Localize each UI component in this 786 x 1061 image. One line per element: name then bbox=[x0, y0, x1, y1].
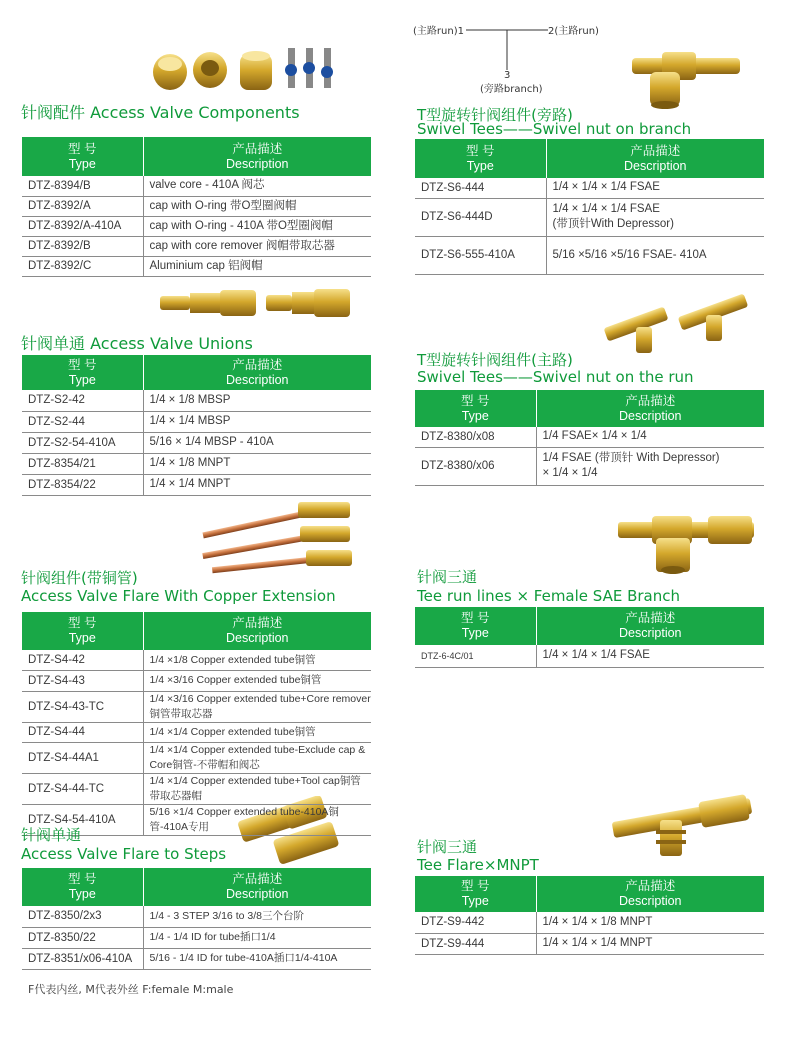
model-cell: DTZ-S4-43-TC bbox=[22, 691, 143, 722]
s4-title-en: Swivel Tees——Swivel nut on the run bbox=[417, 368, 694, 386]
model-cell: DTZ-8380/x06 bbox=[415, 447, 536, 485]
description-cell: 1/4 × 1/4 × 1/4 FSAE bbox=[536, 645, 764, 667]
description-cell: 1/4 × 1/4 MBSP bbox=[143, 411, 371, 432]
table-row bbox=[22, 176, 371, 196]
model-cell: DTZ-8350/22 bbox=[22, 927, 143, 948]
col-desc-header: 产品描述 Description bbox=[143, 137, 371, 176]
model-cell: DTZ-S4-44A1 bbox=[22, 743, 143, 774]
description-cell: 1/4 ×3/16 Copper extended tube+Core remover铜管带取芯器 bbox=[143, 691, 371, 722]
description-cell: valve core - 410A 阀芯 bbox=[143, 176, 371, 196]
model-cell: DTZ-8350/2x3 bbox=[22, 906, 143, 927]
table-row bbox=[22, 216, 371, 236]
col-model-header: 型 号 Type bbox=[22, 355, 143, 390]
table-row bbox=[22, 411, 371, 432]
model-cell: DTZ-S9-442 bbox=[415, 912, 536, 933]
description-cell: 1/4 ×1/8 Copper extended tube铜管 bbox=[143, 650, 371, 671]
table-row bbox=[22, 650, 371, 671]
table-row bbox=[22, 432, 371, 453]
s6-title-en: Tee run lines × Female SAE Branch bbox=[417, 587, 680, 605]
s3-table bbox=[22, 355, 371, 496]
col-desc-header: 产品描述 Description bbox=[143, 868, 371, 906]
col-model-header: 型 号 Type bbox=[22, 868, 143, 906]
tee-flare-mnpt-photo bbox=[606, 790, 756, 870]
description-cell: 1/4 × 1/8 MBSP bbox=[143, 390, 371, 411]
model-cell: DTZ-8394/B bbox=[22, 176, 143, 196]
model-cell: DTZ-S6-555-410A bbox=[415, 236, 546, 274]
copper-extension-photo bbox=[198, 496, 358, 576]
description-cell: 1/4 ×1/4 Copper extended tube铜管 bbox=[143, 722, 371, 743]
model-cell: DTZ-S4-44 bbox=[22, 722, 143, 743]
model-cell: DTZ-8392/A-410A bbox=[22, 216, 143, 236]
description-cell: cap with O-ring 带O型圈阀帽 bbox=[143, 196, 371, 216]
table-row bbox=[22, 390, 371, 411]
model-cell: DTZ-8392/C bbox=[22, 256, 143, 276]
s3-title-cn: 针阀单通 bbox=[21, 334, 86, 353]
col-desc-header: 产品描述 Description bbox=[536, 876, 764, 912]
model-cell: DTZ-8380/x08 bbox=[415, 427, 536, 447]
col-model-header: 型 号 Type bbox=[22, 137, 143, 176]
table-row bbox=[415, 933, 764, 954]
tee-female-branch-photo bbox=[612, 508, 762, 578]
description-cell: 1/4 ×3/16 Copper extended tube铜管 bbox=[143, 671, 371, 692]
description-cell: 1/4 ×1/4 Copper extended tube-Exclude cap & Core铜管-不带帽和阀芯 bbox=[143, 743, 371, 774]
table-row bbox=[22, 671, 371, 692]
table-row bbox=[22, 722, 371, 743]
s8-table bbox=[415, 876, 764, 955]
description-cell: 1/4 - 1/4 ID for tube插口1/4 bbox=[143, 927, 371, 948]
s1-title-cn: 针阀配件 bbox=[21, 103, 86, 122]
description-cell: 1/4 × 1/4 × 1/4 FSAE bbox=[546, 178, 764, 198]
table-row bbox=[22, 256, 371, 276]
model-cell: DTZ-8392/B bbox=[22, 236, 143, 256]
swivel-tee-run-photo bbox=[598, 287, 758, 357]
description-cell: 1/4 FSAE× 1/4 × 1/4 bbox=[536, 427, 764, 447]
model-cell: DTZ-S2-54-410A bbox=[22, 432, 143, 453]
table-row bbox=[415, 447, 764, 485]
s8-title-cn: 针阀三通 bbox=[417, 838, 478, 856]
model-cell: DTZ-S9-444 bbox=[415, 933, 536, 954]
col-model-header: 型 号 Type bbox=[415, 876, 536, 912]
model-cell: DTZ-S6-444D bbox=[415, 198, 546, 236]
access-valve-union-photo bbox=[160, 285, 355, 320]
table-row bbox=[22, 743, 371, 774]
table-row bbox=[22, 453, 371, 474]
col-model-header: 型 号 Type bbox=[415, 607, 536, 645]
table-row bbox=[415, 236, 764, 274]
s5-title-en: Access Valve Flare With Copper Extension bbox=[21, 587, 336, 605]
table-row bbox=[415, 645, 764, 667]
table-row bbox=[22, 196, 371, 216]
valve-components-photo bbox=[148, 42, 348, 97]
s4-title-cn: T型旋转针阀组件(主路) bbox=[417, 351, 573, 369]
col-desc-header: 产品描述 Description bbox=[546, 139, 764, 178]
model-cell: DTZ-S6-444 bbox=[415, 178, 546, 198]
col-model-header: 型 号 Type bbox=[415, 139, 546, 178]
description-cell: 5/16 - 1/4 ID for tube-410A插口1/4-410A bbox=[143, 948, 371, 969]
model-cell: DTZ-S4-43 bbox=[22, 671, 143, 692]
description-cell: 1/4 FSAE (带顶针 With Depressor) × 1/4 × 1/4 bbox=[536, 447, 764, 485]
col-desc-header: 产品描述 Description bbox=[536, 390, 764, 427]
s6-table bbox=[415, 607, 764, 668]
description-cell: 1/4 - 3 STEP 3/16 to 3/8三个台阶 bbox=[143, 906, 371, 927]
table-row bbox=[22, 906, 371, 927]
description-cell: 1/4 × 1/8 MNPT bbox=[143, 453, 371, 474]
diagram-branch-label: (旁路branch) bbox=[480, 84, 543, 95]
s7-table bbox=[22, 868, 371, 970]
diagram-branch-number: 3 bbox=[504, 70, 511, 81]
s7-title-en: Access Valve Flare to Steps bbox=[21, 845, 227, 863]
model-cell: DTZ-8351/x06-410A bbox=[22, 948, 143, 969]
s1-title bbox=[21, 100, 300, 123]
s2-title-cn: T型旋转针阀组件(旁路) bbox=[417, 106, 573, 124]
description-cell: Aluminium cap 铝阀帽 bbox=[143, 256, 371, 276]
col-model-header: 型 号 Type bbox=[22, 612, 143, 650]
s5-table bbox=[22, 612, 371, 836]
diagram-run2-label: 2(主路run) bbox=[548, 26, 599, 37]
col-desc-header: 产品描述 Description bbox=[536, 607, 764, 645]
description-cell: 5/16 ×5/16 ×5/16 FSAE- 410A bbox=[546, 236, 764, 274]
model-cell: DTZ-8354/21 bbox=[22, 453, 143, 474]
description-cell: 1/4 × 1/4 MNPT bbox=[143, 474, 371, 495]
s4-table bbox=[415, 390, 764, 486]
col-model-header: 型 号 Type bbox=[415, 390, 536, 427]
description-cell: 1/4 × 1/4 × 1/8 MNPT bbox=[536, 912, 764, 933]
table-row bbox=[22, 474, 371, 495]
model-cell: DTZ-S2-42 bbox=[22, 390, 143, 411]
model-cell: DTZ-S2-44 bbox=[22, 411, 143, 432]
description-cell: 5/16 ×1/4 Copper extended tube-410A铜管-410A专用 bbox=[143, 805, 371, 836]
s5-title-cn: 针阀组件(带铜管) bbox=[21, 569, 138, 587]
col-desc-header: 产品描述 Description bbox=[143, 355, 371, 390]
table-row bbox=[22, 691, 371, 722]
s2-title-en: Swivel Tees——Swivel nut on branch bbox=[417, 120, 692, 138]
s2-table bbox=[415, 139, 764, 275]
s3-title bbox=[21, 331, 253, 354]
s1-table bbox=[22, 137, 371, 277]
description-cell: 1/4 × 1/4 × 1/4 FSAE (带顶针With Depressor) bbox=[546, 198, 764, 236]
col-desc-header: 产品描述 Description bbox=[143, 612, 371, 650]
s1-title-en: Access Valve Components bbox=[90, 103, 300, 122]
s7-title-cn: 针阀单通 bbox=[21, 826, 82, 844]
table-row bbox=[22, 236, 371, 256]
table-row bbox=[22, 774, 371, 805]
model-cell: DTZ-6-4C/01 bbox=[415, 645, 536, 667]
table-row bbox=[22, 927, 371, 948]
model-cell: DTZ-8354/22 bbox=[22, 474, 143, 495]
table-row bbox=[22, 948, 371, 969]
description-cell: 1/4 × 1/4 × 1/4 MNPT bbox=[536, 933, 764, 954]
table-row bbox=[415, 178, 764, 198]
table-row bbox=[415, 427, 764, 447]
diagram-run1-label: (主路run)1 bbox=[413, 26, 464, 37]
description-cell: cap with core remover 阀帽带取芯器 bbox=[143, 236, 371, 256]
description-cell: 5/16 × 1/4 MBSP - 410A bbox=[143, 432, 371, 453]
s3-title-en: Access Valve Unions bbox=[90, 334, 253, 353]
footnote: F代表内丝, M代表外丝 F:female M:male bbox=[28, 983, 234, 996]
swivel-tee-branch-photo bbox=[628, 42, 748, 112]
table-row bbox=[415, 912, 764, 933]
s8-title-en: Tee Flare×MNPT bbox=[417, 856, 539, 874]
description-cell: cap with O-ring - 410A 带O型圈阀帽 bbox=[143, 216, 371, 236]
model-cell: DTZ-S4-54-410A bbox=[22, 805, 143, 836]
description-cell: 1/4 ×1/4 Copper extended tube+Tool cap铜管带取芯器帽 bbox=[143, 774, 371, 805]
s6-title-cn: 针阀三通 bbox=[417, 568, 478, 586]
model-cell: DTZ-8392/A bbox=[22, 196, 143, 216]
model-cell: DTZ-S4-42 bbox=[22, 650, 143, 671]
model-cell: DTZ-S4-44-TC bbox=[22, 774, 143, 805]
table-row bbox=[415, 198, 764, 236]
